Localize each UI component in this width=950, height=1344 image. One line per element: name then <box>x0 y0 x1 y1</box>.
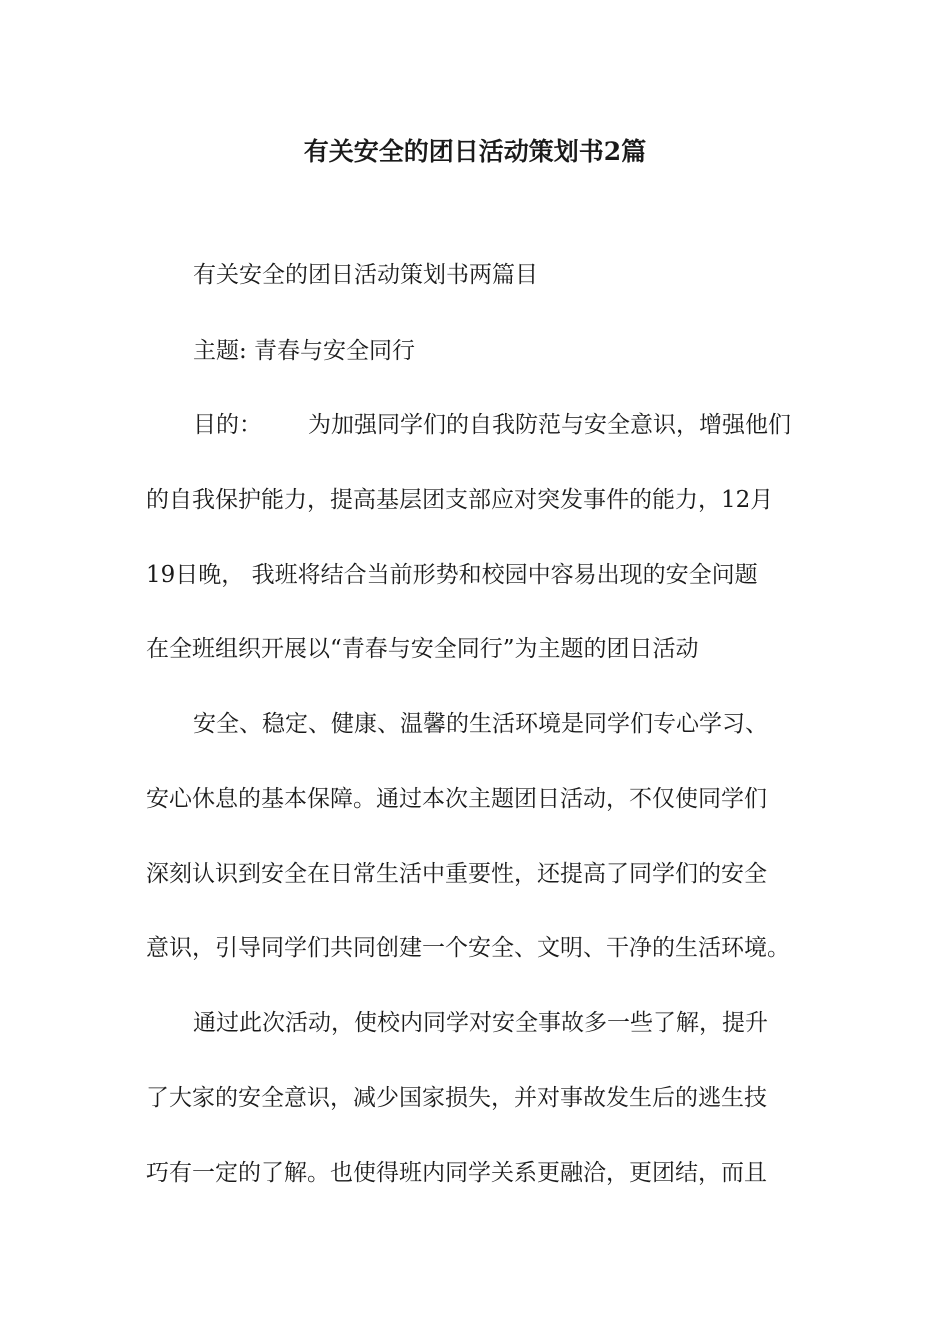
document-title: 有关安全的团日活动策划书2篇 <box>303 137 647 166</box>
toc-line: 有关安全的团日活动策划书两篇目 <box>193 262 538 288</box>
purpose-text: 为加强同学们的自我防范与安全意识，增强他们 <box>308 412 791 438</box>
paragraph-3-line-3: 巧有一定的了解。也使得班内同学关系更融洽，更团结，而且 <box>146 1160 767 1186</box>
theme-line: 主题: 青春与安全同行 <box>193 338 416 364</box>
paragraph-2-line-4: 意识，引导同学们共同创建一个安全、文明、干净的生活环境。 <box>146 935 790 961</box>
paragraph-2-line-3: 深刻认识到安全在日常生活中重要性，还提高了同学们的安全 <box>146 861 767 887</box>
purpose-line-1 <box>193 409 791 441</box>
paragraph-3-line-2: 了大家的安全意识，减少国家损失，并对事故发生后的逃生技 <box>146 1085 767 1111</box>
paragraph-3-line-1: 通过此次活动，使校内同学对安全事故多一些了解，提升 <box>193 1010 768 1036</box>
paragraph-2-line-1: 安全、稳定、健康、温馨的生活环境是同学们专心学习、 <box>193 711 768 737</box>
purpose-line-3: 19日晚， 我班将结合当前形势和校园中容易出现的安全问题 <box>146 562 758 588</box>
purpose-label: 目的： <box>193 412 262 438</box>
paragraph-2-line-2: 安心休息的基本保障。通过本次主题团日活动，不仅使同学们 <box>146 786 767 812</box>
purpose-line-4: 在全班组织开展以“青春与安全同行”为主题的团日活动 <box>146 636 699 662</box>
purpose-line-2: 的自我保护能力，提高基层团支部应对突发事件的能力，12月 <box>146 487 774 513</box>
